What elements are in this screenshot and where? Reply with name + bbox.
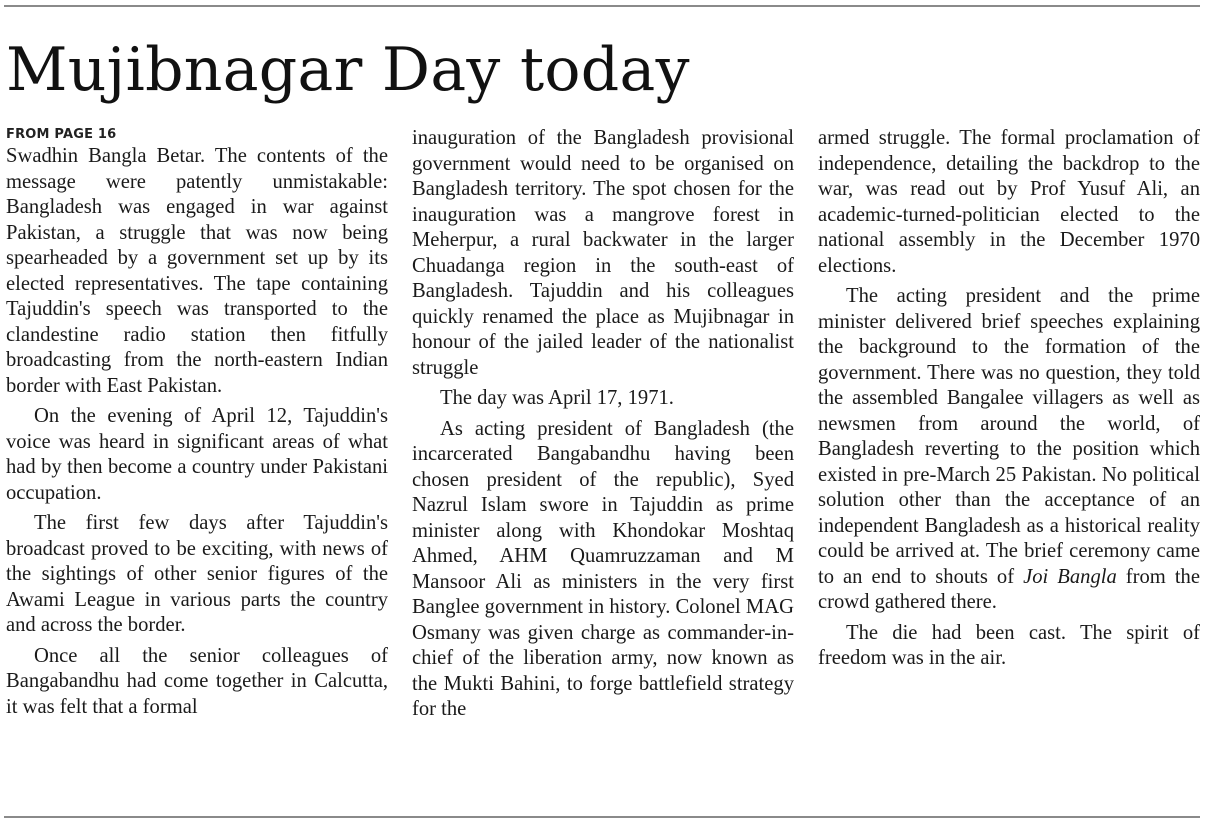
paragraph: armed struggle. The formal proclamation of independence, detailing the backdrop to the war, was read out by Prof Yusuf Ali, an academic-turned-politician elected to the national assembly in the December 1970 elections.	[818, 127, 1200, 277]
column-1	[6, 126, 388, 725]
paragraph: The die had been cast. The spirit of freedom was in the air.	[818, 621, 1200, 669]
paragraph	[818, 284, 1200, 616]
top-rule	[4, 5, 1200, 7]
paragraph: The first few days after Tajuddin's broadcast proved to be exciting, with news of the sightings of other senior figures of the Awami League in various parts the country and across the border.	[6, 512, 388, 636]
paragraph: inauguration of the Bangladesh provisional government would need to be organised on Bangladesh territory. The spot chosen for the inauguration was a mangrove forest in Meherpur, a rural backwater in the larger Chuadanga region in the south-east of Bangladesh. Tajuddin and his colleagues quickly renamed the place as Mujibnagar in honour of the jailed leader of the nationalist struggle	[412, 127, 794, 379]
continuation-kicker: FROM PAGE 16	[6, 127, 117, 142]
paragraph: As acting president of Bangladesh (the incarcerated Bangabandhu having been chosen president of the republic), Syed Nazrul Islam swore in Tajuddin as prime minister along with Khondokar Moshtaq Ahmed, AHM Quamruzzaman and M Mansoor Ali as ministers in the very first Banglee government in history. Colonel MAG Osmany was given charge as commander-in-chief of the liberation army, now known as the Mukti Bahini, to forge battlefield strategy for the	[412, 417, 794, 720]
column-2	[412, 126, 794, 728]
paragraph: The day was April 17, 1971.	[440, 387, 674, 409]
paragraph: Swadhin Bangla Betar. The contents of the message were patently unmistakable: Bangladesh was engaged in war against Pakistan, a struggle that was now being spearheaded by a government set up by its elected representatives. The tape containing Tajuddin's speech was transported to the clandestine radio station then fitfully broadcasting from the north-eastern Indian border with East Pakistan.	[6, 145, 388, 397]
paragraph-text: from the crowd gathered there.	[818, 565, 1200, 613]
paragraph-text: The acting president and the prime minister delivered brief speeches explaining the background to the formation of the government. There was no question, they told the assembled Bangalee villagers as well as newsmen from around the world, of Bangladesh reverting to the position which existed in pre-March 25 Pakistan. No political solution other than the acceptance of an independent Bangladesh as a historical reality could be arrived at. The brief ceremony came to an end to shouts of	[818, 285, 1200, 588]
bottom-rule	[4, 816, 1200, 818]
headline: Mujibnagar Day today	[6, 35, 690, 105]
paragraph: On the evening of April 12, Tajuddin's voice was heard in significant areas of what had by then become a country under Pakistani occupation.	[6, 405, 388, 504]
column-3	[818, 126, 1200, 677]
paragraph: Once all the senior colleagues of Bangabandhu had come together in Calcutta, it was felt that a formal	[6, 644, 388, 718]
italic-phrase: Joi Bangla	[1023, 565, 1117, 588]
